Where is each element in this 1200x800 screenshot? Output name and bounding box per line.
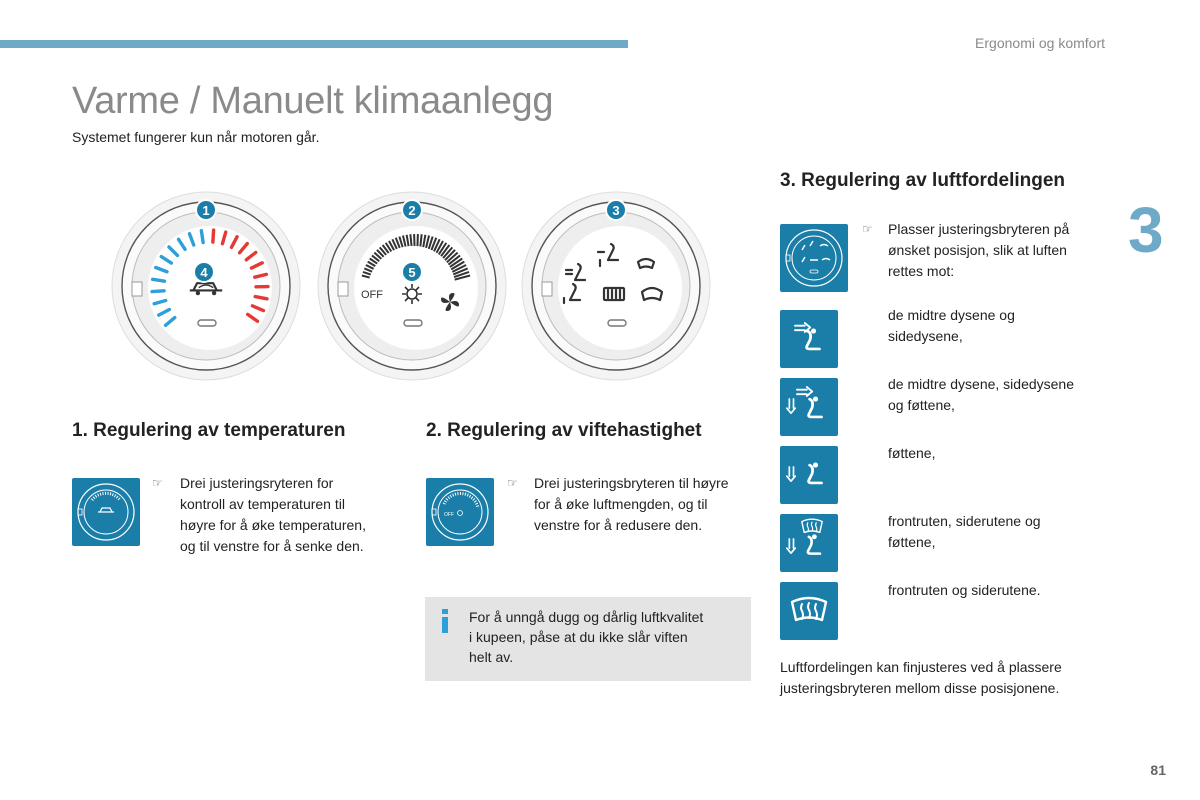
callout-1: 1 [202,203,210,218]
text-line: og føttene, [888,397,955,413]
option-text [888,305,1108,347]
section-tag: Ergonomi og komfort [975,35,1105,51]
text-line: justeringsbryteren mellom disse posisjonene. [780,680,1060,696]
face-feet-icon [780,378,838,436]
air-distribution-dial-illustration [520,190,712,382]
scale-tick [152,291,164,292]
fan-dial-thumbnail [426,478,494,546]
windscreen-icon [780,582,838,640]
text-line: føttene, [888,534,936,550]
text-line: Drei justeringsryteren for [180,475,334,491]
feet-icon [780,446,838,504]
text-line: de midtre dysene og [888,307,1015,323]
thumb-off-label: OFF [444,512,454,518]
option-text [888,443,1108,464]
distribution-footnote [780,657,1110,699]
scale-tick [201,231,203,243]
page-number: 81 [1150,762,1166,778]
text-line: de midtre dysene, sidedysene [888,376,1074,392]
temperature-instructions [180,473,410,557]
callout-4: 4 [200,265,208,280]
text-line: kontroll av temperaturen til [180,496,345,512]
windscreen-feet-icon [780,514,838,572]
heading-temperature: 1. Regulering av temperaturen [72,420,346,441]
pointer-icon: ☞ [862,222,873,236]
text-line: frontruten, siderutene og [888,513,1041,529]
chapter-number: 3 [1128,194,1164,266]
pointer-icon: ☞ [507,476,518,490]
text-line: føttene, [888,445,936,461]
text-line: sidedysene, [888,328,963,344]
scale-tick [420,234,421,246]
heading-air-distribution: 3. Regulering av luftfordelingen [780,170,1066,191]
distribution-dial-thumbnail [780,224,848,292]
fan-speed-dial-illustration [316,190,508,382]
header-accent-bar [0,40,628,48]
callout-3: 3 [612,203,620,218]
text-line: Plasser justeringsbryteren på [888,221,1070,237]
callout-2: 2 [408,203,416,218]
scale-tick [255,297,267,299]
scale-tick [410,234,411,246]
option-text [888,374,1108,416]
text-line: For å unngå dugg og dårlig luftkvalitet [469,609,704,625]
scale-tick [213,230,214,242]
text-line: frontruten og siderutene. [888,582,1041,598]
option-text [888,511,1108,553]
option-text [888,580,1108,601]
text-line: Drei justeringsbryteren til høyre [534,475,729,491]
intro-text: Systemet fungerer kun når motoren går. [72,129,320,145]
info-text [469,607,739,667]
text-line: høyre for å øke temperaturen, [180,517,366,533]
text-line: for å øke luftmengden, og til [534,496,708,512]
text-line: Luftfordelingen kan finjusteres ved å plassere [780,659,1062,675]
heading-fan-speed: 2. Regulering av viftehastighet [426,420,702,441]
text-line: i kupeen, påse at du ikke slår viften [469,629,688,645]
pointer-icon: ☞ [152,476,163,490]
temperature-dial-illustration [110,190,302,382]
text-line: venstre for å redusere den. [534,517,703,533]
text-line: og til venstre for å senke den. [180,538,364,554]
fan-instructions [534,473,754,536]
distribution-instructions [888,219,1108,282]
page-title: Varme / Manuelt klimaanlegg [72,80,554,122]
temperature-dial-thumbnail [72,478,140,546]
info-note [425,597,751,681]
scale-tick [153,279,165,281]
text-line: helt av. [469,649,514,665]
text-line: ønsket posisjon, slik at luften [888,242,1067,258]
face-vents-icon [780,310,838,368]
fan-off-label: OFF [361,289,383,301]
info-icon [439,609,451,633]
text-line: rettes mot: [888,263,955,279]
callout-5: 5 [408,265,416,280]
